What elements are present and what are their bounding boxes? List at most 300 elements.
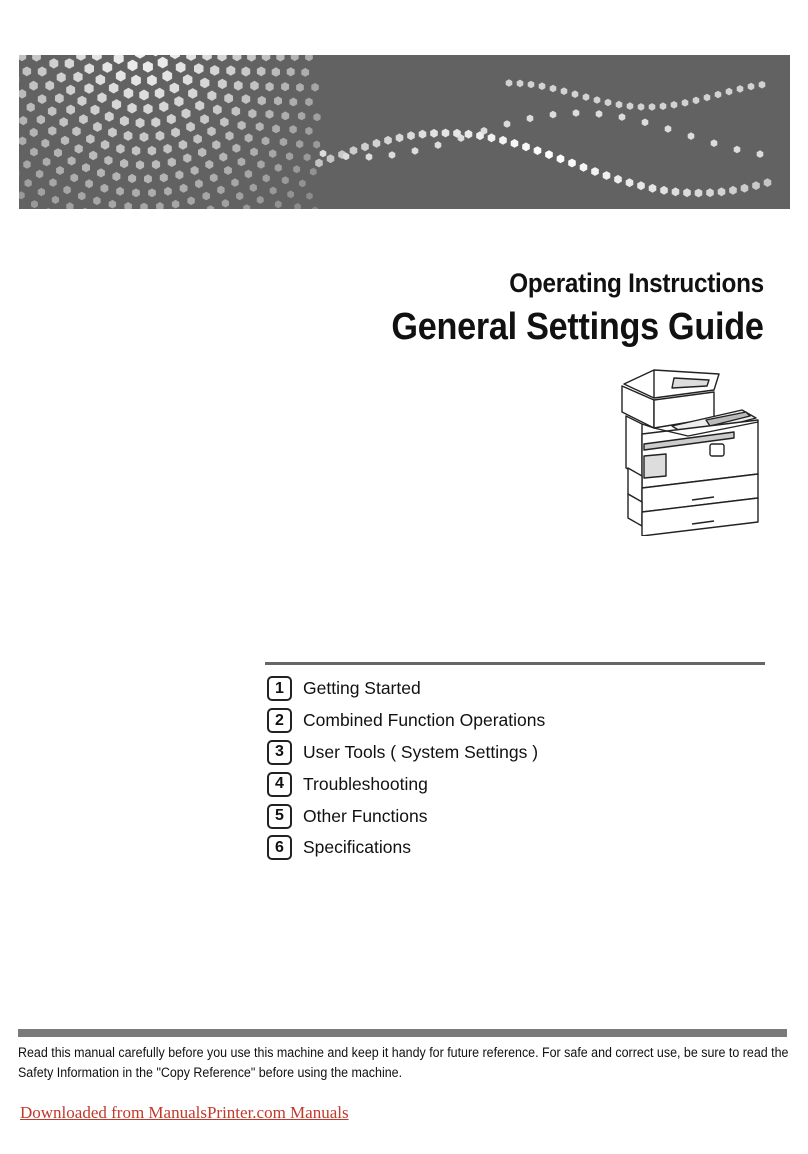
- banner-hexagon: [672, 187, 680, 196]
- copier-machine-illustration: [614, 364, 762, 536]
- banner-hexagon: [210, 173, 218, 182]
- banner-hexagon: [41, 139, 49, 148]
- banner-hexagon: [683, 188, 691, 197]
- banner-hexagon: [75, 144, 83, 154]
- banner-hexagon: [171, 127, 180, 137]
- banner-hexagon: [19, 116, 27, 125]
- banner-hexagon: [72, 127, 80, 137]
- banner-hexagon: [140, 132, 149, 142]
- banner-hexagon: [48, 126, 56, 136]
- banner-hexagon: [637, 181, 645, 190]
- banner-hexagon: [262, 137, 270, 146]
- banner-hexagon: [78, 192, 86, 201]
- banner-hexagon: [194, 63, 204, 74]
- banner-hexagon: [186, 122, 195, 132]
- banner-hexagon: [257, 67, 266, 77]
- banner-hexagon: [276, 55, 284, 62]
- banner-hexagon: [305, 55, 313, 61]
- banner-hexagon: [759, 81, 766, 89]
- banner-hexagon: [238, 121, 246, 130]
- banner-hexagon: [270, 187, 277, 195]
- banner-hexagon: [132, 146, 140, 156]
- banner-hexagon: [124, 88, 134, 99]
- banner-hexagon: [29, 81, 38, 91]
- banner-hexagon: [37, 115, 45, 125]
- banner-hexagon: [649, 184, 657, 193]
- banner-hexagon: [198, 148, 206, 158]
- banner-hexagon: [222, 199, 229, 207]
- chapter-number: 6: [267, 835, 292, 860]
- chapter-title: Troubleshooting: [303, 773, 428, 794]
- banner-hexagon: [734, 146, 741, 154]
- banner-hexagon: [616, 101, 623, 109]
- banner-hexagon: [396, 133, 404, 142]
- banner-hexagon: [52, 196, 59, 204]
- banner-hexagon: [706, 188, 714, 197]
- banner-hexagon: [175, 170, 183, 179]
- banner-hexagon: [147, 75, 157, 86]
- banner-hexagon: [313, 113, 320, 121]
- banner-hexagon: [151, 55, 161, 56]
- banner-hexagon: [729, 186, 737, 195]
- banner-hexagon: [274, 96, 282, 105]
- banner-hexagon: [136, 118, 145, 128]
- banner-hexagon: [155, 88, 165, 99]
- banner-hexagon: [638, 103, 645, 111]
- banner-hexagon: [132, 188, 140, 197]
- banner-hexagon: [61, 136, 69, 146]
- banner-hexagon: [139, 90, 148, 101]
- banner-hexagon: [172, 200, 179, 209]
- banner-hexagon: [262, 55, 271, 61]
- banner-hexagon: [225, 131, 233, 141]
- banner-hexagon: [711, 139, 718, 147]
- banner-hexagon: [389, 151, 396, 159]
- banner-hexagon: [187, 197, 194, 206]
- banner-hexagon: [305, 98, 313, 107]
- banner-hexagon: [93, 122, 102, 132]
- banner-hexagon: [301, 68, 309, 77]
- banner-hexagon: [55, 93, 64, 103]
- banner-hexagon: [296, 83, 304, 92]
- banner-hexagon: [91, 105, 100, 115]
- banner-hexagon: [304, 153, 311, 161]
- chapter-number: 2: [267, 708, 292, 733]
- banner-hexagon: [205, 160, 213, 169]
- banner-hexagon: [305, 127, 312, 135]
- banner-hexagon: [263, 174, 270, 182]
- banner-hexagon: [78, 96, 87, 106]
- banner-hexagon: [287, 67, 295, 76]
- banner-hexagon: [528, 81, 535, 89]
- banner-hexagon: [282, 176, 289, 184]
- banner-hexagon: [539, 82, 546, 90]
- banner-hexagon: [160, 173, 168, 182]
- document-subtitle: Operating Instructions: [509, 268, 764, 298]
- banner-hexagon: [112, 172, 120, 181]
- banner-hexagon: [131, 75, 141, 86]
- banner-hexagon: [168, 158, 176, 168]
- banner-hexagon: [272, 124, 280, 133]
- banner-hexagon: [233, 55, 242, 61]
- banner-hexagon: [195, 101, 204, 111]
- banner-hexagon: [256, 122, 264, 131]
- banner-hexagon: [275, 164, 282, 172]
- banner-hexagon: [499, 136, 507, 145]
- banner-hexagon: [56, 166, 64, 175]
- banner-hexagon: [79, 114, 88, 124]
- banner-hexagon: [120, 116, 129, 126]
- banner-hexagon: [737, 85, 744, 93]
- banner-hexagon: [217, 55, 226, 62]
- banner-hexagon: [281, 82, 289, 91]
- banner-hexagon: [116, 144, 124, 154]
- banner-hexagon: [419, 130, 427, 139]
- banner-hexagon: [407, 131, 415, 140]
- banner-hexagon: [517, 80, 524, 88]
- banner-hexagon: [748, 83, 755, 91]
- banner-hexagon: [120, 159, 128, 169]
- banner-hexagon: [19, 89, 26, 99]
- banner-hexagon: [568, 159, 576, 168]
- banner-hexagon: [688, 132, 695, 140]
- banner-hexagon: [289, 125, 296, 134]
- banner-hexagon: [85, 179, 93, 188]
- banner-hexagon: [282, 111, 290, 120]
- banner-hexagon: [170, 83, 180, 94]
- banner-hexagon: [92, 55, 102, 61]
- banner-hexagon: [238, 157, 246, 166]
- banner-hexagon: [158, 57, 168, 69]
- banner-hexagon: [299, 180, 306, 188]
- banner-hexagon: [48, 106, 57, 116]
- banner-hexagon: [296, 140, 303, 148]
- banner-hexagon: [128, 60, 138, 72]
- banner-hexagon: [85, 63, 95, 74]
- banner-hexagon: [649, 103, 656, 111]
- safety-notice-line: Read this manual carefully before you use this machine and keep it handy for future reference. For safe and correct use, be sure to read the: [18, 1045, 789, 1060]
- banner-hexagon: [109, 83, 119, 94]
- banner-hexagon: [81, 208, 88, 209]
- banner-hexagon: [19, 55, 26, 61]
- banner-hexagon: [695, 189, 703, 198]
- banner-hexagon: [327, 154, 335, 163]
- banner-hexagon: [550, 85, 557, 93]
- banner-hexagon: [527, 115, 534, 123]
- banner-hexagon: [65, 58, 74, 69]
- banner-hexagon: [207, 205, 214, 209]
- banner-hexagon: [310, 168, 317, 176]
- banner-hexagon: [25, 179, 32, 187]
- banner-hexagon: [152, 160, 160, 170]
- banner-hexagon: [156, 131, 165, 141]
- banner-hexagon: [511, 139, 519, 148]
- banner-hexagon: [247, 55, 256, 62]
- banner-hexagon: [38, 67, 47, 77]
- banner-hexagon: [320, 150, 327, 158]
- banner-hexagon: [116, 187, 124, 196]
- banner-hexagon: [140, 203, 147, 209]
- banner-hexagon: [250, 148, 258, 157]
- banner-hexagon: [97, 92, 106, 103]
- banner-hexagon: [671, 101, 678, 109]
- banner-hexagon: [148, 188, 156, 197]
- banner-hexagon: [109, 200, 116, 209]
- banner-hexagon: [573, 109, 580, 117]
- banner-hexagon: [642, 119, 649, 127]
- banner-hexagon: [19, 137, 26, 146]
- banner-hexagon: [124, 202, 131, 209]
- banner-hexagon: [266, 82, 274, 92]
- banner-hexagon: [200, 114, 209, 124]
- banner-hexagon: [19, 191, 25, 199]
- banner-hexagon: [167, 114, 176, 124]
- banner-hexagon: [30, 148, 38, 157]
- banner-hexagon: [23, 160, 30, 169]
- banner-hexagon: [715, 91, 722, 99]
- banner-hexagon: [545, 150, 553, 159]
- banner-hexagon: [38, 94, 47, 104]
- banner-hexagon: [764, 178, 772, 187]
- banner-hexagon: [234, 81, 243, 91]
- banner-hexagon: [176, 62, 186, 73]
- banner-hexagon: [704, 94, 711, 102]
- banner-hexagon: [257, 196, 264, 204]
- banner-hexagon: [66, 105, 75, 115]
- banner-hexagon: [306, 192, 313, 199]
- banner-hexagon: [31, 200, 38, 208]
- banner-hexagon: [108, 127, 117, 137]
- banner-hexagon: [203, 192, 211, 201]
- chapter-item: [267, 832, 545, 864]
- banner-hexagon: [49, 178, 56, 187]
- banner-hexagon: [182, 108, 191, 118]
- banner-hexagon: [124, 131, 133, 141]
- banner-hexagon: [293, 165, 300, 173]
- banner-hexagon: [534, 146, 542, 155]
- banner-hexagon: [269, 149, 276, 158]
- banner-hexagon: [580, 163, 588, 172]
- banner-hexagon: [220, 117, 229, 127]
- banner-hexagon: [614, 175, 622, 184]
- banner-hexagon: [183, 74, 193, 85]
- banner-hexagon: [104, 156, 112, 165]
- banner-hexagon: [76, 55, 86, 61]
- toc-divider: [265, 662, 765, 665]
- banner-hexagon: [465, 130, 473, 139]
- banner-hexagon: [143, 61, 153, 73]
- banner-hexagon: [231, 178, 238, 187]
- banner-hexagon: [236, 192, 243, 200]
- banner-hexagon: [757, 150, 764, 158]
- banner-hexagon: [105, 111, 114, 121]
- banner-hexagon: [366, 153, 373, 161]
- chapter-number: 4: [267, 772, 292, 797]
- chapter-item: [267, 673, 545, 705]
- banner-hexagon: [242, 94, 251, 104]
- banner-hexagon: [180, 184, 188, 193]
- banner-hexagon: [174, 96, 183, 107]
- banner-hexagon: [183, 153, 191, 163]
- banner-hexagon: [435, 141, 442, 149]
- banner-hexagon: [718, 187, 726, 196]
- banner-hexagon: [23, 67, 32, 77]
- banner-hexagon: [287, 190, 294, 198]
- banner-hexagon: [522, 142, 530, 151]
- banner-hexagon: [32, 55, 41, 62]
- banner-hexagon: [248, 109, 256, 119]
- banner-hexagon: [384, 136, 392, 145]
- banner-hexagon: [242, 67, 251, 77]
- document-title: General Settings Guide: [391, 306, 764, 348]
- banner-hexagon: [66, 85, 75, 95]
- banner-hexagon: [619, 113, 626, 121]
- banner-hexagon: [210, 65, 219, 76]
- banner-hexagon: [43, 157, 51, 166]
- chapter-number: 5: [267, 804, 292, 829]
- banner-hexagon: [191, 166, 199, 175]
- chapter-number: 1: [267, 676, 292, 701]
- banner-hexagon: [596, 110, 603, 118]
- banner-hexagon: [350, 146, 358, 155]
- banner-hexagon: [116, 70, 126, 81]
- banner-hexagon: [294, 203, 301, 209]
- banner-hexagon: [213, 105, 222, 115]
- banner-hexagon: [605, 99, 612, 107]
- banner-hexagon: [224, 166, 232, 175]
- banner-hexagon: [101, 184, 109, 193]
- banner-hexagon: [195, 179, 203, 188]
- banner-hexagon: [226, 65, 235, 75]
- banner-hexagon: [151, 117, 160, 127]
- banner-hexagon: [193, 134, 202, 144]
- footer-divider: [18, 1029, 787, 1037]
- banner-hexagon: [682, 99, 689, 107]
- banner-hexagon: [162, 70, 172, 81]
- banner-hexagon: [373, 139, 381, 148]
- banner-hexagon: [583, 93, 590, 101]
- banner-hexagon: [665, 125, 672, 133]
- banner-hexagon: [291, 55, 299, 61]
- banner-hexagon: [313, 141, 320, 149]
- banner-hexagon: [266, 110, 274, 119]
- chapter-title: Getting Started: [303, 678, 421, 699]
- banner-hexagon: [245, 133, 253, 142]
- banner-hexagon: [45, 208, 52, 209]
- banner-hexagon: [84, 83, 93, 94]
- banner-hexagon: [163, 144, 171, 154]
- banner-hexagon: [59, 117, 68, 127]
- banner-hexagon: [315, 159, 323, 168]
- banner-hexagon: [148, 146, 156, 156]
- banner-hexagon: [311, 83, 319, 92]
- banner-hexagon: [218, 79, 227, 89]
- banner-hexagon: [627, 102, 634, 110]
- banner-hexagon: [127, 103, 136, 114]
- banner-hexagon: [159, 101, 168, 112]
- banner-hexagon: [186, 55, 196, 61]
- banner-hexagon: [245, 170, 252, 179]
- banner-hexagon: [144, 174, 152, 183]
- banner-hexagon: [561, 87, 568, 95]
- banner-hexagon: [66, 202, 73, 209]
- safety-notice: [18, 1043, 789, 1083]
- chapter-item: [267, 768, 545, 800]
- banner-hexagon: [207, 91, 216, 101]
- banner-hexagon: [188, 88, 197, 99]
- banner-hexagon: [179, 140, 188, 150]
- chapter-list: [267, 673, 545, 864]
- banner-hexagon: [250, 81, 259, 91]
- banner-hexagon: [212, 140, 220, 150]
- banner-hexagon: [752, 181, 760, 190]
- banner-hexagon: [73, 72, 82, 83]
- chapter-title: User Tools ( System Settings ): [303, 741, 539, 762]
- banner-hexagon: [504, 120, 511, 128]
- banner-hexagon: [257, 160, 264, 169]
- download-source-link[interactable]: Downloaded from ManualsPrinter.com Manuals: [20, 1103, 349, 1122]
- banner-hexagon: [68, 156, 76, 165]
- banner-hexagon: [660, 102, 667, 110]
- hexagon-pattern-graphic: [19, 55, 790, 209]
- banner-hexagon: [30, 128, 38, 137]
- banner-hexagon: [217, 186, 224, 195]
- banner-hexagon: [170, 55, 180, 59]
- chapter-title: Combined Function Operations: [303, 710, 546, 731]
- banner-hexagon: [594, 96, 601, 104]
- banner-hexagon: [693, 97, 700, 105]
- banner-hexagon: [412, 147, 419, 155]
- banner-hexagon: [275, 200, 282, 208]
- banner-hexagon: [143, 104, 152, 115]
- banner-hexagon: [136, 160, 144, 170]
- banner-hexagon: [86, 134, 95, 144]
- banner-hexagon: [82, 163, 90, 172]
- banner-hexagon: [103, 62, 113, 73]
- banner-hexagon: [591, 167, 599, 176]
- banner-hexagon: [135, 55, 145, 59]
- banner-hexagon: [258, 96, 266, 106]
- banner-hexagon: [164, 187, 172, 196]
- banner-hexagon: [250, 184, 257, 192]
- banner-hexagon: [89, 151, 97, 161]
- banner-hexagon: [603, 171, 611, 180]
- chapter-item: [267, 737, 545, 769]
- banner-hexagon: [96, 74, 106, 85]
- banner-hexagon: [442, 129, 450, 138]
- banner-hexagon: [128, 174, 136, 183]
- banner-hexagon: [430, 129, 438, 138]
- banner-hexagon: [93, 197, 100, 206]
- banner-hexagon: [57, 72, 66, 82]
- banner-hexagon: [312, 207, 318, 210]
- banner-hexagon: [97, 168, 105, 177]
- banner-hexagon: [286, 152, 293, 160]
- banner-hexagon: [45, 81, 54, 91]
- banner-hexagon: [38, 188, 45, 196]
- banner-hexagon: [49, 58, 58, 68]
- banner-hexagon: [202, 55, 212, 61]
- banner-hexagon: [290, 98, 298, 107]
- banner-hexagon: [506, 79, 513, 87]
- banner-hexagon: [27, 103, 35, 113]
- banner-hexagon: [224, 93, 233, 103]
- banner-hexagon: [272, 67, 280, 77]
- banner-hexagon: [101, 140, 110, 150]
- banner-hexagon: [572, 90, 579, 98]
- chapter-item: [267, 705, 545, 737]
- banner-hexagon: [626, 178, 634, 187]
